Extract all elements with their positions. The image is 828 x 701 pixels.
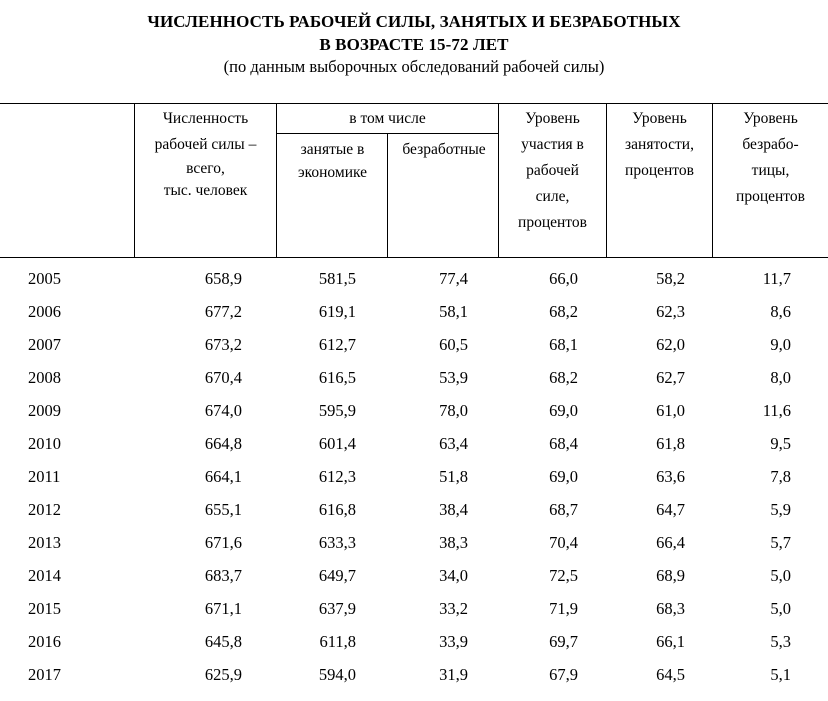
year-cell: 2016 (28, 632, 61, 651)
participation-cell: 68,1 (549, 335, 578, 354)
employment-cell: 62,7 (656, 368, 685, 387)
employment-cell: 62,3 (656, 302, 685, 321)
unemployed-cell: 63,4 (439, 434, 468, 453)
employed-cell: 616,8 (318, 500, 356, 519)
employment-cell: 63,6 (656, 467, 685, 486)
year-cell: 2008 (28, 368, 61, 387)
table-row (0, 269, 828, 289)
unemployment-cell: 9,0 (770, 335, 791, 354)
unemployment-cell: 5,0 (770, 599, 791, 618)
unemployment-cell: 8,0 (770, 368, 791, 387)
table-row (0, 401, 828, 421)
table-row (0, 500, 828, 520)
labor-force-cell: 625,9 (204, 665, 242, 684)
employed-cell: 612,3 (318, 467, 356, 486)
employed-cell: 616,5 (318, 368, 356, 387)
unemployed-cell: 51,8 (439, 467, 468, 486)
unemployment-cell: 9,5 (770, 434, 791, 453)
unemployed-cell: 31,9 (439, 665, 468, 684)
employment-cell: 68,9 (656, 566, 685, 585)
labor-force-cell: 673,2 (204, 335, 242, 354)
labor-force-cell: 664,1 (204, 467, 242, 486)
year-cell: 2006 (28, 302, 61, 321)
employment-cell: 66,4 (656, 533, 685, 552)
unemployed-cell: 78,0 (439, 401, 468, 420)
year-cell: 2007 (28, 335, 61, 354)
unemployment-cell: 5,9 (770, 500, 791, 519)
unemployment-cell: 5,1 (770, 665, 791, 684)
table-row (0, 632, 828, 652)
unemployment-cell: 5,0 (770, 566, 791, 585)
employed-cell: 633,3 (318, 533, 356, 552)
employed-cell: 619,1 (318, 302, 356, 321)
labor-force-cell: 683,7 (204, 566, 242, 585)
labor-force-cell: 671,1 (204, 599, 242, 618)
unemployed-cell: 58,1 (439, 302, 468, 321)
table-row (0, 533, 828, 553)
participation-cell: 70,4 (549, 533, 578, 552)
participation-cell: 69,0 (549, 467, 578, 486)
employed-cell: 601,4 (318, 434, 356, 453)
unemployment-cell: 5,3 (770, 632, 791, 651)
table-row (0, 302, 828, 322)
labor-force-cell: 677,2 (204, 302, 242, 321)
unemployed-cell: 33,9 (439, 632, 468, 651)
title-block (0, 10, 828, 78)
employment-cell: 62,0 (656, 335, 685, 354)
unemployment-cell: 11,6 (762, 401, 791, 420)
participation-cell: 66,0 (549, 269, 578, 288)
employed-cell: 637,9 (318, 599, 356, 618)
subtitle: (по данным выборочных обследований рабочей силы) (223, 57, 605, 76)
year-cell: 2013 (28, 533, 61, 552)
unemployed-cell: 38,4 (439, 500, 468, 519)
year-cell: 2017 (28, 665, 61, 684)
employment-cell: 68,3 (656, 599, 685, 618)
header-unemployed: безработные (402, 141, 486, 158)
labor-force-cell: 655,1 (204, 500, 242, 519)
year-cell: 2010 (28, 434, 61, 453)
table-row (0, 467, 828, 487)
title-line-1: ЧИСЛЕННОСТЬ РАБОЧЕЙ СИЛЫ, ЗАНЯТЫХ И БЕЗРАБОТНЫХ (147, 12, 681, 31)
employed-cell: 594,0 (318, 665, 356, 684)
unemployment-cell: 11,7 (762, 269, 791, 288)
labor-force-cell: 664,8 (204, 434, 242, 453)
year-cell: 2009 (28, 401, 61, 420)
employed-cell: 611,8 (319, 632, 356, 651)
participation-cell: 69,0 (549, 401, 578, 420)
year-cell: 2005 (28, 269, 61, 288)
labor-force-cell: 645,8 (204, 632, 242, 651)
table-row (0, 434, 828, 454)
employment-cell: 64,7 (656, 500, 685, 519)
participation-cell: 68,2 (549, 302, 578, 321)
unemployment-cell: 8,6 (770, 302, 791, 321)
title-line-2: В ВОЗРАСТЕ 15-72 ЛЕТ (319, 35, 509, 54)
unemployment-cell: 7,8 (770, 467, 791, 486)
labor-force-cell: 671,6 (204, 533, 242, 552)
table-row (0, 599, 828, 619)
employment-cell: 64,5 (656, 665, 685, 684)
labor-force-cell: 658,9 (204, 269, 242, 288)
participation-cell: 71,9 (549, 599, 578, 618)
unemployed-cell: 60,5 (439, 335, 468, 354)
employment-cell: 61,0 (656, 401, 685, 420)
employment-cell: 66,1 (656, 632, 685, 651)
header-bottom-rule (0, 257, 828, 258)
participation-cell: 69,7 (549, 632, 578, 651)
header-labor-force: Численность рабочей силы – всего, тыс. человек (154, 110, 257, 199)
unemployed-cell: 33,2 (439, 599, 468, 618)
unemployment-cell: 5,7 (770, 533, 791, 552)
table-row (0, 665, 828, 685)
year-cell: 2011 (28, 467, 61, 486)
table-row (0, 368, 828, 388)
participation-cell: 68,7 (549, 500, 578, 519)
header-participation: Уровень участия в рабочей силе, процентов (518, 110, 587, 231)
header-employed: занятые в экономике (297, 141, 368, 181)
employed-cell: 612,7 (318, 335, 356, 354)
employment-cell: 61,8 (656, 434, 685, 453)
unemployed-cell: 38,3 (439, 533, 468, 552)
year-cell: 2012 (28, 500, 61, 519)
header-employment: Уровень занятости, процентов (625, 110, 694, 179)
table-row (0, 566, 828, 586)
employed-cell: 581,5 (318, 269, 356, 288)
labor-force-cell: 670,4 (204, 368, 242, 387)
labor-force-cell: 674,0 (204, 401, 242, 420)
table-top-rule (0, 103, 828, 104)
employed-cell: 595,9 (318, 401, 356, 420)
participation-cell: 68,2 (549, 368, 578, 387)
unemployed-cell: 53,9 (439, 368, 468, 387)
table-row (0, 335, 828, 355)
employment-cell: 58,2 (656, 269, 685, 288)
header-unemployment: Уровень безрабо- тицы, процентов (736, 110, 805, 205)
participation-cell: 72,5 (549, 566, 578, 585)
employed-cell: 649,7 (318, 566, 356, 585)
year-cell: 2015 (28, 599, 61, 618)
year-cell: 2014 (28, 566, 61, 585)
unemployed-cell: 34,0 (439, 566, 468, 585)
participation-cell: 67,9 (549, 665, 578, 684)
header-including: в том числе (349, 110, 426, 127)
participation-cell: 68,4 (549, 434, 578, 453)
unemployed-cell: 77,4 (439, 269, 468, 288)
